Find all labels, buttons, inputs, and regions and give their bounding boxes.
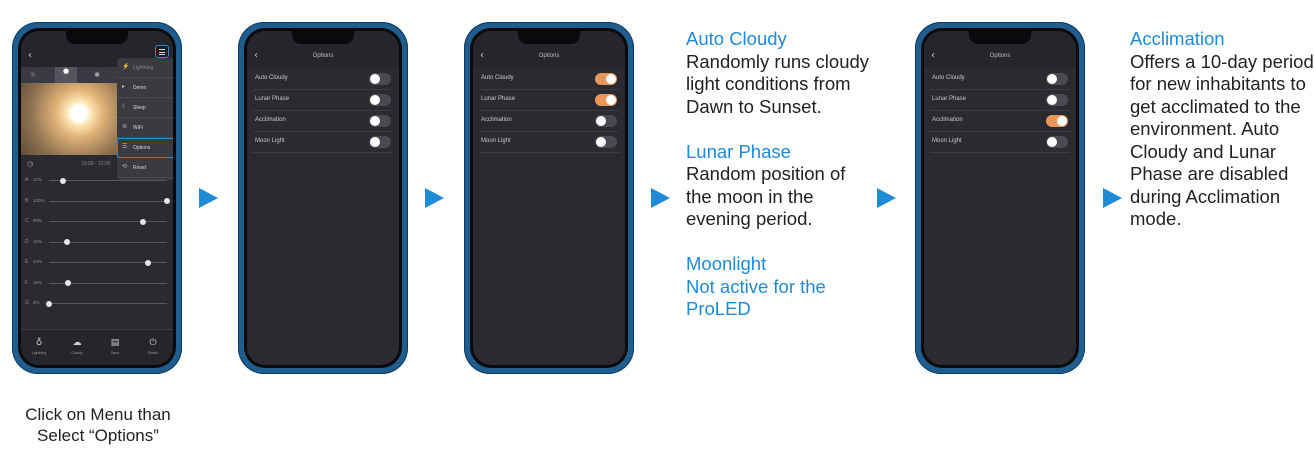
option-row (479, 132, 619, 153)
menu-item-demo[interactable] (117, 78, 173, 98)
option-row (930, 90, 1070, 111)
option-row (930, 132, 1070, 153)
menu-item-sleep[interactable] (117, 98, 173, 118)
option-row (253, 90, 393, 111)
moonlight-title: Moonlight (686, 253, 767, 274)
toggle-knob (370, 74, 380, 84)
options-description (686, 28, 886, 321)
toggle-knob (370, 137, 380, 147)
channel-percent: 16% (33, 279, 43, 285)
slider-handle[interactable] (64, 239, 70, 245)
channel-percent: 80% (33, 218, 43, 223)
acclimation-text-8: mode. (1130, 208, 1182, 229)
lunar-phase-text-2: the moon in the (686, 185, 814, 207)
channel-sliders (21, 171, 173, 315)
caption-line-1: Click on Menu than (25, 405, 171, 424)
phone-notch (66, 31, 128, 44)
slider-handle[interactable] (46, 301, 52, 307)
channel-percent: 100% (33, 197, 45, 203)
light-preview-image (21, 83, 121, 155)
option-row (253, 111, 393, 132)
toggle-knob (370, 116, 380, 126)
channel-label: D (25, 238, 29, 245)
option-toggle[interactable] (369, 115, 391, 127)
options-list (247, 69, 399, 153)
toggle-knob (1047, 137, 1057, 147)
option-label: Moon Light (255, 138, 285, 144)
menu-item-label: Options (133, 145, 151, 151)
option-row (930, 111, 1070, 132)
cloud-icon: ☁ (72, 338, 82, 348)
bottom-nav-save[interactable] (101, 338, 129, 355)
option-row (479, 69, 619, 90)
option-toggle[interactable] (595, 115, 617, 127)
wifi-icon: ≋ (122, 124, 128, 130)
channel-slider-row (21, 212, 173, 233)
arrow-right-icon (651, 188, 670, 208)
channel-slider-row (21, 253, 173, 274)
acclimation-text-4: environment. Auto (1130, 118, 1280, 139)
hamburger-icon (159, 49, 165, 50)
arrow-right-icon (877, 188, 896, 208)
options-screen (247, 31, 399, 365)
option-label: Auto Cloudy (932, 75, 965, 81)
option-label: Lunar Phase (255, 96, 290, 102)
reset-icon: ⟲ (122, 164, 128, 170)
options-list (924, 69, 1076, 153)
screen-title: Options (538, 53, 560, 59)
toggle-knob (596, 137, 606, 147)
acclimation-text-7: during Acclimation (1130, 185, 1281, 207)
bottom-nav-label: Save (110, 351, 120, 355)
option-toggle[interactable] (1046, 115, 1068, 127)
channel-percent: 84% (33, 259, 43, 264)
menu-item-label: Reset (133, 165, 147, 171)
phone-notch (292, 31, 354, 44)
slider-track[interactable] (49, 180, 167, 181)
person-icon[interactable]: ● (55, 67, 77, 83)
back-chevron-icon[interactable]: ‹ (931, 50, 935, 61)
toggle-knob (606, 74, 616, 84)
option-toggle[interactable] (369, 136, 391, 148)
option-row (479, 90, 619, 111)
main-screen (21, 31, 173, 365)
slider-handle[interactable] (65, 280, 71, 286)
auto-cloudy-text-2: light conditions from (686, 73, 851, 94)
menu-item-wifi[interactable] (117, 118, 173, 138)
option-label: Lunar Phase (481, 96, 516, 102)
option-row (930, 69, 1070, 90)
time-range: 10:00 - 12:00 (81, 161, 111, 167)
option-toggle[interactable] (369, 94, 391, 106)
moonlight-text-1: Not active for the (686, 275, 826, 297)
option-toggle[interactable] (1046, 73, 1068, 85)
caption-line-2: Select “Options” (37, 426, 159, 445)
channel-percent: 0% (33, 300, 40, 305)
menu-item-label: WiFi (133, 125, 143, 131)
phone-options-screen-2 (464, 22, 634, 374)
menu-item-lightning[interactable] (117, 58, 173, 78)
bottom-nav-label: Cloudy (71, 351, 83, 355)
auto-cloudy-title: Auto Cloudy (686, 28, 787, 49)
slider-track[interactable] (49, 201, 167, 202)
option-row (253, 132, 393, 153)
toggle-knob (370, 95, 380, 105)
channel-percent: 12% (33, 177, 43, 182)
acclimation-text-2: for new inhabitants to (1130, 73, 1306, 94)
menu-item-label: Sleep (133, 105, 146, 111)
option-label: Lunar Phase (932, 96, 967, 102)
play-icon: ▸ (122, 84, 126, 90)
option-row (253, 69, 393, 90)
options-screen (473, 31, 625, 365)
acclimation-text-6: Phase are disabled (1130, 163, 1289, 184)
save-icon: ▤ (110, 338, 120, 348)
toggle-knob (606, 95, 616, 105)
channel-slider-row (21, 294, 173, 315)
moonlight-text-2: ProLED (686, 298, 751, 319)
arrow-right-icon (425, 188, 444, 208)
auto-cloudy-text-1: Randomly runs cloudy (686, 50, 870, 72)
channel-label: E (25, 259, 29, 265)
lunar-phase-text-3: evening period. (686, 208, 813, 229)
phone-notch (969, 31, 1031, 44)
bottom-nav-switch[interactable] (139, 338, 167, 355)
option-toggle[interactable] (595, 94, 617, 106)
option-toggle[interactable] (369, 73, 391, 85)
bottom-nav-cloudy[interactable] (63, 338, 91, 355)
bulb-icon: ♁ (35, 338, 43, 348)
option-label: Auto Cloudy (481, 75, 514, 81)
phone-options-screen-3 (915, 22, 1085, 374)
lunar-phase-title: Lunar Phase (686, 140, 791, 162)
menu-button[interactable] (155, 45, 169, 58)
slider-track[interactable] (49, 221, 167, 222)
lunar-phase-text-1: Random position of (686, 163, 846, 184)
option-label: Acclimation (255, 117, 286, 123)
channel-slider-row (21, 233, 173, 254)
toggle-knob (1047, 95, 1057, 105)
slider-handle[interactable] (140, 219, 146, 225)
bottom-nav-label: Switch (147, 351, 159, 355)
option-label: Acclimation (481, 117, 512, 123)
menu-item-reset[interactable] (117, 158, 173, 178)
gear-icon[interactable]: ✱ (94, 71, 100, 79)
options-screen (924, 31, 1076, 365)
option-label: Moon Light (932, 138, 962, 144)
back-chevron-icon[interactable]: ‹ (28, 50, 32, 61)
option-toggle[interactable] (595, 136, 617, 148)
back-chevron-icon[interactable]: ‹ (254, 50, 258, 61)
channel-label: F (25, 279, 29, 286)
acclimation-text-3: get acclimated to the (1130, 95, 1301, 117)
toggle-knob (596, 116, 606, 126)
slider-handle[interactable] (60, 178, 66, 184)
channel-label: C (25, 218, 29, 224)
clock-icon[interactable]: ◷ (27, 160, 34, 168)
moon-icon: ☾ (122, 104, 128, 110)
slider-handle[interactable] (145, 260, 151, 266)
channel-percent: 15% (33, 238, 43, 244)
channel-label: B (25, 197, 29, 204)
phone-options-screen-1 (238, 22, 408, 374)
menu-item-options[interactable] (117, 138, 173, 158)
slider-handle[interactable] (164, 198, 170, 204)
slider-track[interactable] (49, 303, 167, 304)
acclimation-text-5: Cloudy and Lunar (1130, 140, 1277, 162)
bottom-nav-label: Lightning (31, 351, 47, 355)
toggle-knob (1057, 116, 1067, 126)
back-chevron-icon[interactable]: ‹ (480, 50, 484, 61)
acclimation-text-1: Offers a 10-day period (1130, 50, 1314, 72)
dropdown-menu (117, 58, 173, 180)
screen-title: Options (989, 53, 1011, 59)
instruction-caption (0, 404, 196, 446)
option-toggle[interactable] (1046, 136, 1068, 148)
arrow-right-icon (199, 188, 218, 208)
option-label: Acclimation (932, 117, 963, 123)
phone-main-screen (12, 22, 182, 374)
phone-notch (518, 31, 580, 44)
arrow-right-icon (1103, 188, 1122, 208)
lightning-icon: ⚡ (122, 64, 130, 70)
channel-slider-row (21, 274, 173, 295)
menu-item-label: Lightning (133, 65, 154, 71)
channel-label: G (25, 300, 29, 306)
bottom-nav-lightning[interactable] (25, 338, 53, 355)
options-list (473, 69, 625, 153)
auto-cloudy-text-3: Dawn to Sunset. (686, 95, 822, 117)
channel-label: A (25, 177, 29, 183)
power-icon: ⏻ (149, 338, 157, 348)
option-toggle[interactable] (1046, 94, 1068, 106)
acclimation-title: Acclimation (1130, 28, 1225, 49)
option-row (479, 111, 619, 132)
sun-icon[interactable]: ☼ (29, 71, 37, 79)
options-icon: ☰ (122, 144, 128, 150)
menu-item-label: Demo (133, 85, 147, 91)
option-label: Moon Light (481, 138, 511, 144)
option-toggle[interactable] (595, 73, 617, 85)
screen-title: Options (312, 53, 334, 59)
toggle-knob (1047, 74, 1057, 84)
bottom-navigation (21, 329, 173, 365)
acclimation-description (1130, 28, 1314, 231)
channel-slider-row (21, 192, 173, 213)
option-label: Auto Cloudy (255, 75, 288, 81)
